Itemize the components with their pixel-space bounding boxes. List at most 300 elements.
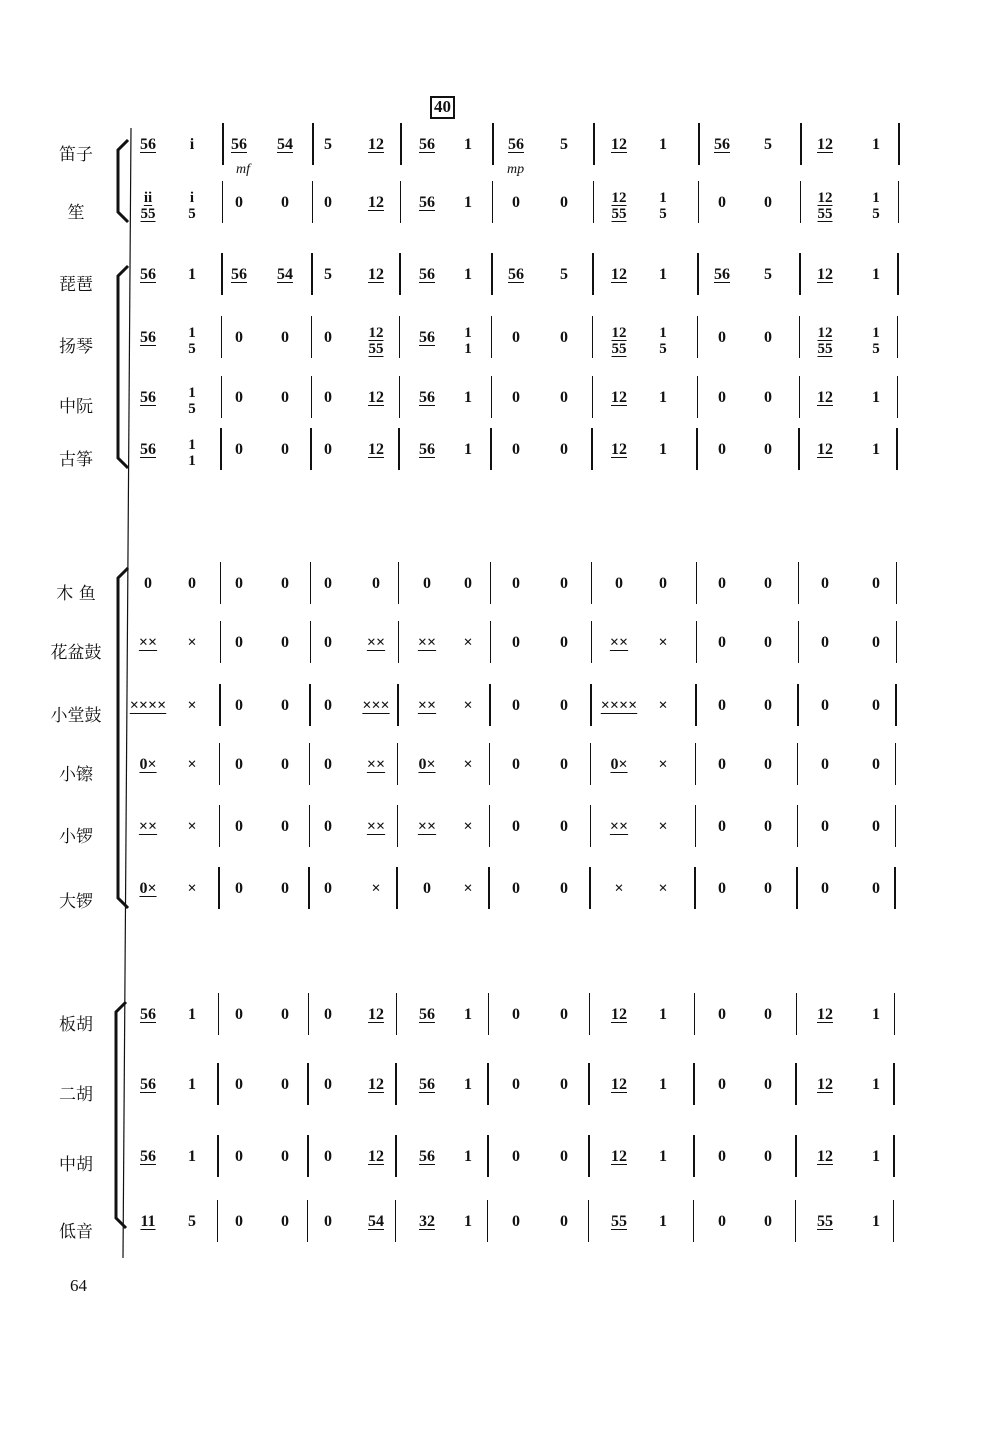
- instrument-label: 木 鱼: [56, 584, 96, 604]
- barline: [590, 684, 592, 726]
- instrument-label: 笛子: [59, 145, 93, 165]
- instrument-label: 大锣: [59, 892, 93, 912]
- note-chord-part: 5: [188, 340, 196, 357]
- barline: [398, 621, 400, 663]
- barline: [591, 562, 593, 604]
- note: 56: [714, 266, 730, 283]
- barline: [491, 376, 493, 418]
- note: 0: [235, 1006, 243, 1023]
- rehearsal-mark: 40: [430, 96, 455, 119]
- barline: [309, 805, 311, 847]
- note: 0: [235, 441, 243, 458]
- barline: [694, 867, 696, 909]
- note: 0: [235, 634, 243, 651]
- note: 0: [615, 575, 623, 592]
- note: 12: [368, 136, 384, 153]
- barline: [220, 621, 222, 663]
- barline: [217, 1063, 219, 1105]
- barline: [395, 1200, 397, 1242]
- note: 0: [324, 1213, 332, 1230]
- note: ××: [417, 818, 437, 835]
- note-chord-part: 1: [872, 325, 880, 341]
- barline: [799, 316, 801, 358]
- note: 0: [512, 880, 520, 897]
- note: 1: [872, 1213, 880, 1230]
- note: 12: [611, 266, 627, 283]
- note: 0: [560, 1148, 568, 1165]
- barline: [590, 805, 592, 847]
- note-chord-part: 55: [611, 340, 627, 357]
- barline: [399, 376, 401, 418]
- barline: [221, 253, 223, 295]
- note: ×: [463, 880, 473, 897]
- barline: [799, 376, 801, 418]
- note-chord: [872, 191, 880, 223]
- note: 1: [872, 441, 880, 458]
- barline: [396, 867, 398, 909]
- barline: [795, 1200, 797, 1242]
- barline: [311, 253, 313, 295]
- barline: [311, 316, 313, 358]
- note: 0: [235, 818, 243, 835]
- barline: [894, 867, 896, 909]
- barline: [487, 1200, 489, 1242]
- note-chord-part: 1: [464, 340, 472, 357]
- note: 0: [281, 756, 289, 773]
- barline: [490, 621, 492, 663]
- note: 0: [512, 756, 520, 773]
- note: ××××: [600, 697, 638, 714]
- note-chord-part: ii: [143, 190, 153, 206]
- note: 0: [512, 1006, 520, 1023]
- note: 0: [512, 441, 520, 458]
- instrument-label: 扬琴: [59, 337, 93, 357]
- note: 0: [821, 756, 829, 773]
- barline: [695, 805, 697, 847]
- note-chord: [369, 326, 384, 358]
- note-chord-part: 1: [188, 325, 196, 341]
- barline: [798, 621, 800, 663]
- note: 0: [324, 634, 332, 651]
- note-chord-part: 1: [188, 452, 196, 469]
- note-chord: [188, 386, 196, 418]
- note: 56: [140, 441, 156, 458]
- note-chord-part: 12: [817, 325, 833, 341]
- note: ×: [614, 880, 624, 897]
- note: 0: [324, 697, 332, 714]
- barline: [491, 253, 493, 295]
- note-chord: [188, 326, 196, 358]
- note: 12: [611, 1006, 627, 1023]
- note: 0: [560, 389, 568, 406]
- note: ××: [417, 634, 437, 651]
- note: 12: [368, 194, 384, 211]
- note: 12: [368, 441, 384, 458]
- note: 1: [872, 1006, 880, 1023]
- note: 0: [281, 389, 289, 406]
- note: 1: [464, 136, 472, 153]
- note: 1: [464, 194, 472, 211]
- system-line: [123, 128, 131, 1258]
- note: 56: [714, 136, 730, 153]
- note: 0: [764, 1006, 772, 1023]
- note: 0: [512, 818, 520, 835]
- barline: [796, 867, 798, 909]
- barline: [591, 428, 593, 470]
- note: 56: [419, 266, 435, 283]
- note: ×: [463, 697, 473, 714]
- barline: [798, 562, 800, 604]
- barline: [487, 1135, 489, 1177]
- note: 0: [235, 389, 243, 406]
- barline: [489, 743, 491, 785]
- note: 12: [611, 136, 627, 153]
- note: 0: [324, 389, 332, 406]
- note: 0: [324, 441, 332, 458]
- note: 0: [560, 1006, 568, 1023]
- note: 55: [611, 1213, 627, 1230]
- note: 0: [718, 818, 726, 835]
- note: 1: [872, 136, 880, 153]
- barline: [397, 805, 399, 847]
- note: 0: [764, 756, 772, 773]
- note: 0: [512, 1076, 520, 1093]
- note: 56: [419, 441, 435, 458]
- note: 0×: [139, 880, 157, 897]
- note-chord-part: 5: [659, 340, 667, 357]
- note: 12: [817, 1076, 833, 1093]
- note: ×: [658, 697, 668, 714]
- note: ×: [463, 634, 473, 651]
- note: 12: [368, 389, 384, 406]
- note: ××: [366, 818, 386, 835]
- note: 5: [560, 136, 568, 153]
- note: 0: [281, 697, 289, 714]
- note: 0: [281, 1076, 289, 1093]
- barline: [310, 428, 312, 470]
- note: 0: [281, 1148, 289, 1165]
- note: ××: [366, 634, 386, 651]
- barline: [218, 867, 220, 909]
- barline: [697, 316, 699, 358]
- barline: [398, 428, 400, 470]
- note: 1: [659, 1148, 667, 1165]
- note: 0: [872, 634, 880, 651]
- note: ×: [187, 634, 197, 651]
- note: 0: [764, 697, 772, 714]
- note-chord-part: 55: [611, 205, 627, 222]
- barline: [897, 253, 899, 295]
- note: 0: [872, 880, 880, 897]
- note: 56: [140, 329, 156, 346]
- note: 0: [821, 575, 829, 592]
- instrument-label: 小堂鼓: [50, 706, 102, 726]
- barline: [400, 123, 402, 165]
- note: 0: [324, 818, 332, 835]
- note: 0: [512, 697, 520, 714]
- barline: [492, 123, 494, 165]
- note: 5: [764, 136, 772, 153]
- barline: [221, 376, 223, 418]
- barline: [797, 743, 799, 785]
- barline: [487, 1063, 489, 1105]
- note: 0: [372, 575, 380, 592]
- barline: [218, 993, 220, 1035]
- barline: [589, 993, 591, 1035]
- note: 1: [464, 1213, 472, 1230]
- barline: [220, 428, 222, 470]
- note: 0: [560, 194, 568, 211]
- note: 56: [508, 266, 524, 283]
- barline: [488, 993, 490, 1035]
- barline: [896, 428, 898, 470]
- note-chord-part: 55: [140, 205, 156, 222]
- note: ×: [658, 756, 668, 773]
- barline: [695, 743, 697, 785]
- note: 1: [659, 136, 667, 153]
- note-chord-part: 1: [188, 385, 196, 401]
- note: 1: [872, 1076, 880, 1093]
- note-chord: [464, 326, 472, 358]
- note: 0: [821, 697, 829, 714]
- dynamic-mp: mp: [507, 162, 525, 177]
- barline: [491, 316, 493, 358]
- note-chord: [818, 326, 833, 358]
- note: 0: [872, 697, 880, 714]
- note-chord: [612, 326, 627, 358]
- note: 5: [560, 266, 568, 283]
- note: 0: [764, 575, 772, 592]
- note: 12: [817, 1148, 833, 1165]
- note: 56: [140, 1006, 156, 1023]
- barline: [219, 684, 221, 726]
- instrument-label: 小锣: [59, 827, 93, 847]
- note: ××: [366, 756, 386, 773]
- note: 5: [324, 136, 332, 153]
- barline: [311, 376, 313, 418]
- note: 0: [423, 880, 431, 897]
- note: ××: [138, 634, 158, 651]
- note: 0: [324, 1076, 332, 1093]
- barline: [591, 621, 593, 663]
- barline: [797, 805, 799, 847]
- note: 0: [464, 575, 472, 592]
- note: i: [189, 136, 195, 153]
- barline: [222, 123, 224, 165]
- note: 12: [817, 136, 833, 153]
- note: 0: [281, 329, 289, 346]
- barline: [800, 181, 802, 223]
- note-chord-part: 1: [464, 325, 472, 341]
- instrument-label: 中阮: [59, 397, 93, 417]
- note: 54: [277, 136, 293, 153]
- note: 1: [872, 1148, 880, 1165]
- note: ××××: [129, 697, 167, 714]
- note: 0: [235, 697, 243, 714]
- note-chord-part: 1: [659, 325, 667, 341]
- barline: [798, 428, 800, 470]
- note: ×: [658, 818, 668, 835]
- note: 0: [718, 1006, 726, 1023]
- note: 0: [235, 1148, 243, 1165]
- bracket-plucked: [118, 266, 128, 468]
- barline: [893, 1063, 895, 1105]
- barline: [697, 376, 699, 418]
- note: 0: [718, 329, 726, 346]
- barline: [695, 684, 697, 726]
- barline: [797, 684, 799, 726]
- note: 1: [188, 1148, 196, 1165]
- barline: [312, 123, 314, 165]
- note: 12: [611, 441, 627, 458]
- note: ×: [187, 880, 197, 897]
- barline: [488, 867, 490, 909]
- note-chord-part: 1: [872, 190, 880, 206]
- note: 0: [872, 818, 880, 835]
- note: ×: [463, 818, 473, 835]
- note: ××: [609, 634, 629, 651]
- note: 56: [419, 1006, 435, 1023]
- note: 1: [188, 1006, 196, 1023]
- note-chord-part: 5: [188, 400, 196, 417]
- barline: [593, 123, 595, 165]
- barline: [307, 1135, 309, 1177]
- barline: [696, 621, 698, 663]
- note: ×: [463, 756, 473, 773]
- note: 0: [512, 575, 520, 592]
- note: 0: [764, 194, 772, 211]
- note: 56: [140, 266, 156, 283]
- note: 12: [368, 1148, 384, 1165]
- note-chord: [659, 326, 667, 358]
- bracket-winds: [118, 140, 128, 222]
- note: 0: [718, 697, 726, 714]
- instrument-label: 二胡: [59, 1085, 93, 1105]
- note: 0: [324, 880, 332, 897]
- note: 0: [512, 634, 520, 651]
- note: 56: [419, 389, 435, 406]
- note-chord-part: 5: [872, 340, 880, 357]
- note: 0: [235, 1076, 243, 1093]
- note: 12: [611, 1076, 627, 1093]
- barline: [693, 1135, 695, 1177]
- note: 0: [764, 389, 772, 406]
- note-chord-part: 5: [188, 205, 196, 222]
- note: 0: [235, 1213, 243, 1230]
- note: 0: [188, 575, 196, 592]
- note: 1: [659, 389, 667, 406]
- note: 56: [140, 389, 156, 406]
- barline: [588, 1200, 590, 1242]
- note-chord-part: 1: [188, 437, 196, 453]
- barline: [696, 428, 698, 470]
- barline: [898, 123, 900, 165]
- note: 0: [764, 441, 772, 458]
- barline: [896, 621, 898, 663]
- note: 11: [140, 1213, 156, 1230]
- barline: [898, 181, 900, 223]
- note: 12: [611, 389, 627, 406]
- note: ×: [187, 818, 197, 835]
- note: 0: [235, 575, 243, 592]
- barline: [590, 743, 592, 785]
- note: 0: [560, 634, 568, 651]
- barline: [592, 376, 594, 418]
- barline: [400, 181, 402, 223]
- barline: [312, 181, 314, 223]
- note: 0: [659, 575, 667, 592]
- note: ××: [609, 818, 629, 835]
- note-chord-part: 5: [872, 205, 880, 222]
- note: 0×: [610, 756, 628, 773]
- note: 1: [464, 1076, 472, 1093]
- note: 0: [764, 818, 772, 835]
- note-chord-part: 12: [611, 190, 627, 206]
- page-number: 64: [70, 1276, 87, 1295]
- note: 0: [872, 575, 880, 592]
- barline: [308, 867, 310, 909]
- barline: [893, 1200, 895, 1242]
- note: 1: [659, 441, 667, 458]
- note: 0: [560, 880, 568, 897]
- note: 5: [764, 266, 772, 283]
- note: 12: [368, 1076, 384, 1093]
- barline: [592, 316, 594, 358]
- note-chord-part: 55: [817, 340, 833, 357]
- barline: [589, 867, 591, 909]
- barline: [307, 1200, 309, 1242]
- note: 0: [281, 1006, 289, 1023]
- note: 12: [817, 389, 833, 406]
- note: 0: [235, 880, 243, 897]
- note: 56: [508, 136, 524, 153]
- note: 0: [324, 756, 332, 773]
- instrument-label: 琵琶: [59, 275, 93, 295]
- barline: [694, 993, 696, 1035]
- note: ××: [417, 697, 437, 714]
- barline: [795, 1063, 797, 1105]
- note-chord: [188, 191, 196, 223]
- note: 0: [764, 1076, 772, 1093]
- note: ×: [658, 880, 668, 897]
- barline: [489, 684, 491, 726]
- note: 0: [821, 880, 829, 897]
- note: ×××: [362, 697, 390, 714]
- barline: [698, 181, 700, 223]
- note: 0: [718, 1076, 726, 1093]
- note: 0: [512, 389, 520, 406]
- barline: [222, 181, 224, 223]
- barline: [799, 253, 801, 295]
- barline: [693, 1200, 695, 1242]
- note: 54: [277, 266, 293, 283]
- note-chord: [612, 191, 627, 223]
- note: 56: [419, 1076, 435, 1093]
- barline: [698, 123, 700, 165]
- note-chord-part: 12: [611, 325, 627, 341]
- note: 1: [464, 441, 472, 458]
- note: 0: [718, 441, 726, 458]
- barline: [588, 1063, 590, 1105]
- note-chord: [188, 438, 196, 470]
- note-chord-part: 5: [659, 205, 667, 222]
- note: 0: [281, 880, 289, 897]
- barline: [489, 805, 491, 847]
- barline: [395, 1063, 397, 1105]
- barline: [395, 1135, 397, 1177]
- barline: [310, 562, 312, 604]
- barline: [399, 253, 401, 295]
